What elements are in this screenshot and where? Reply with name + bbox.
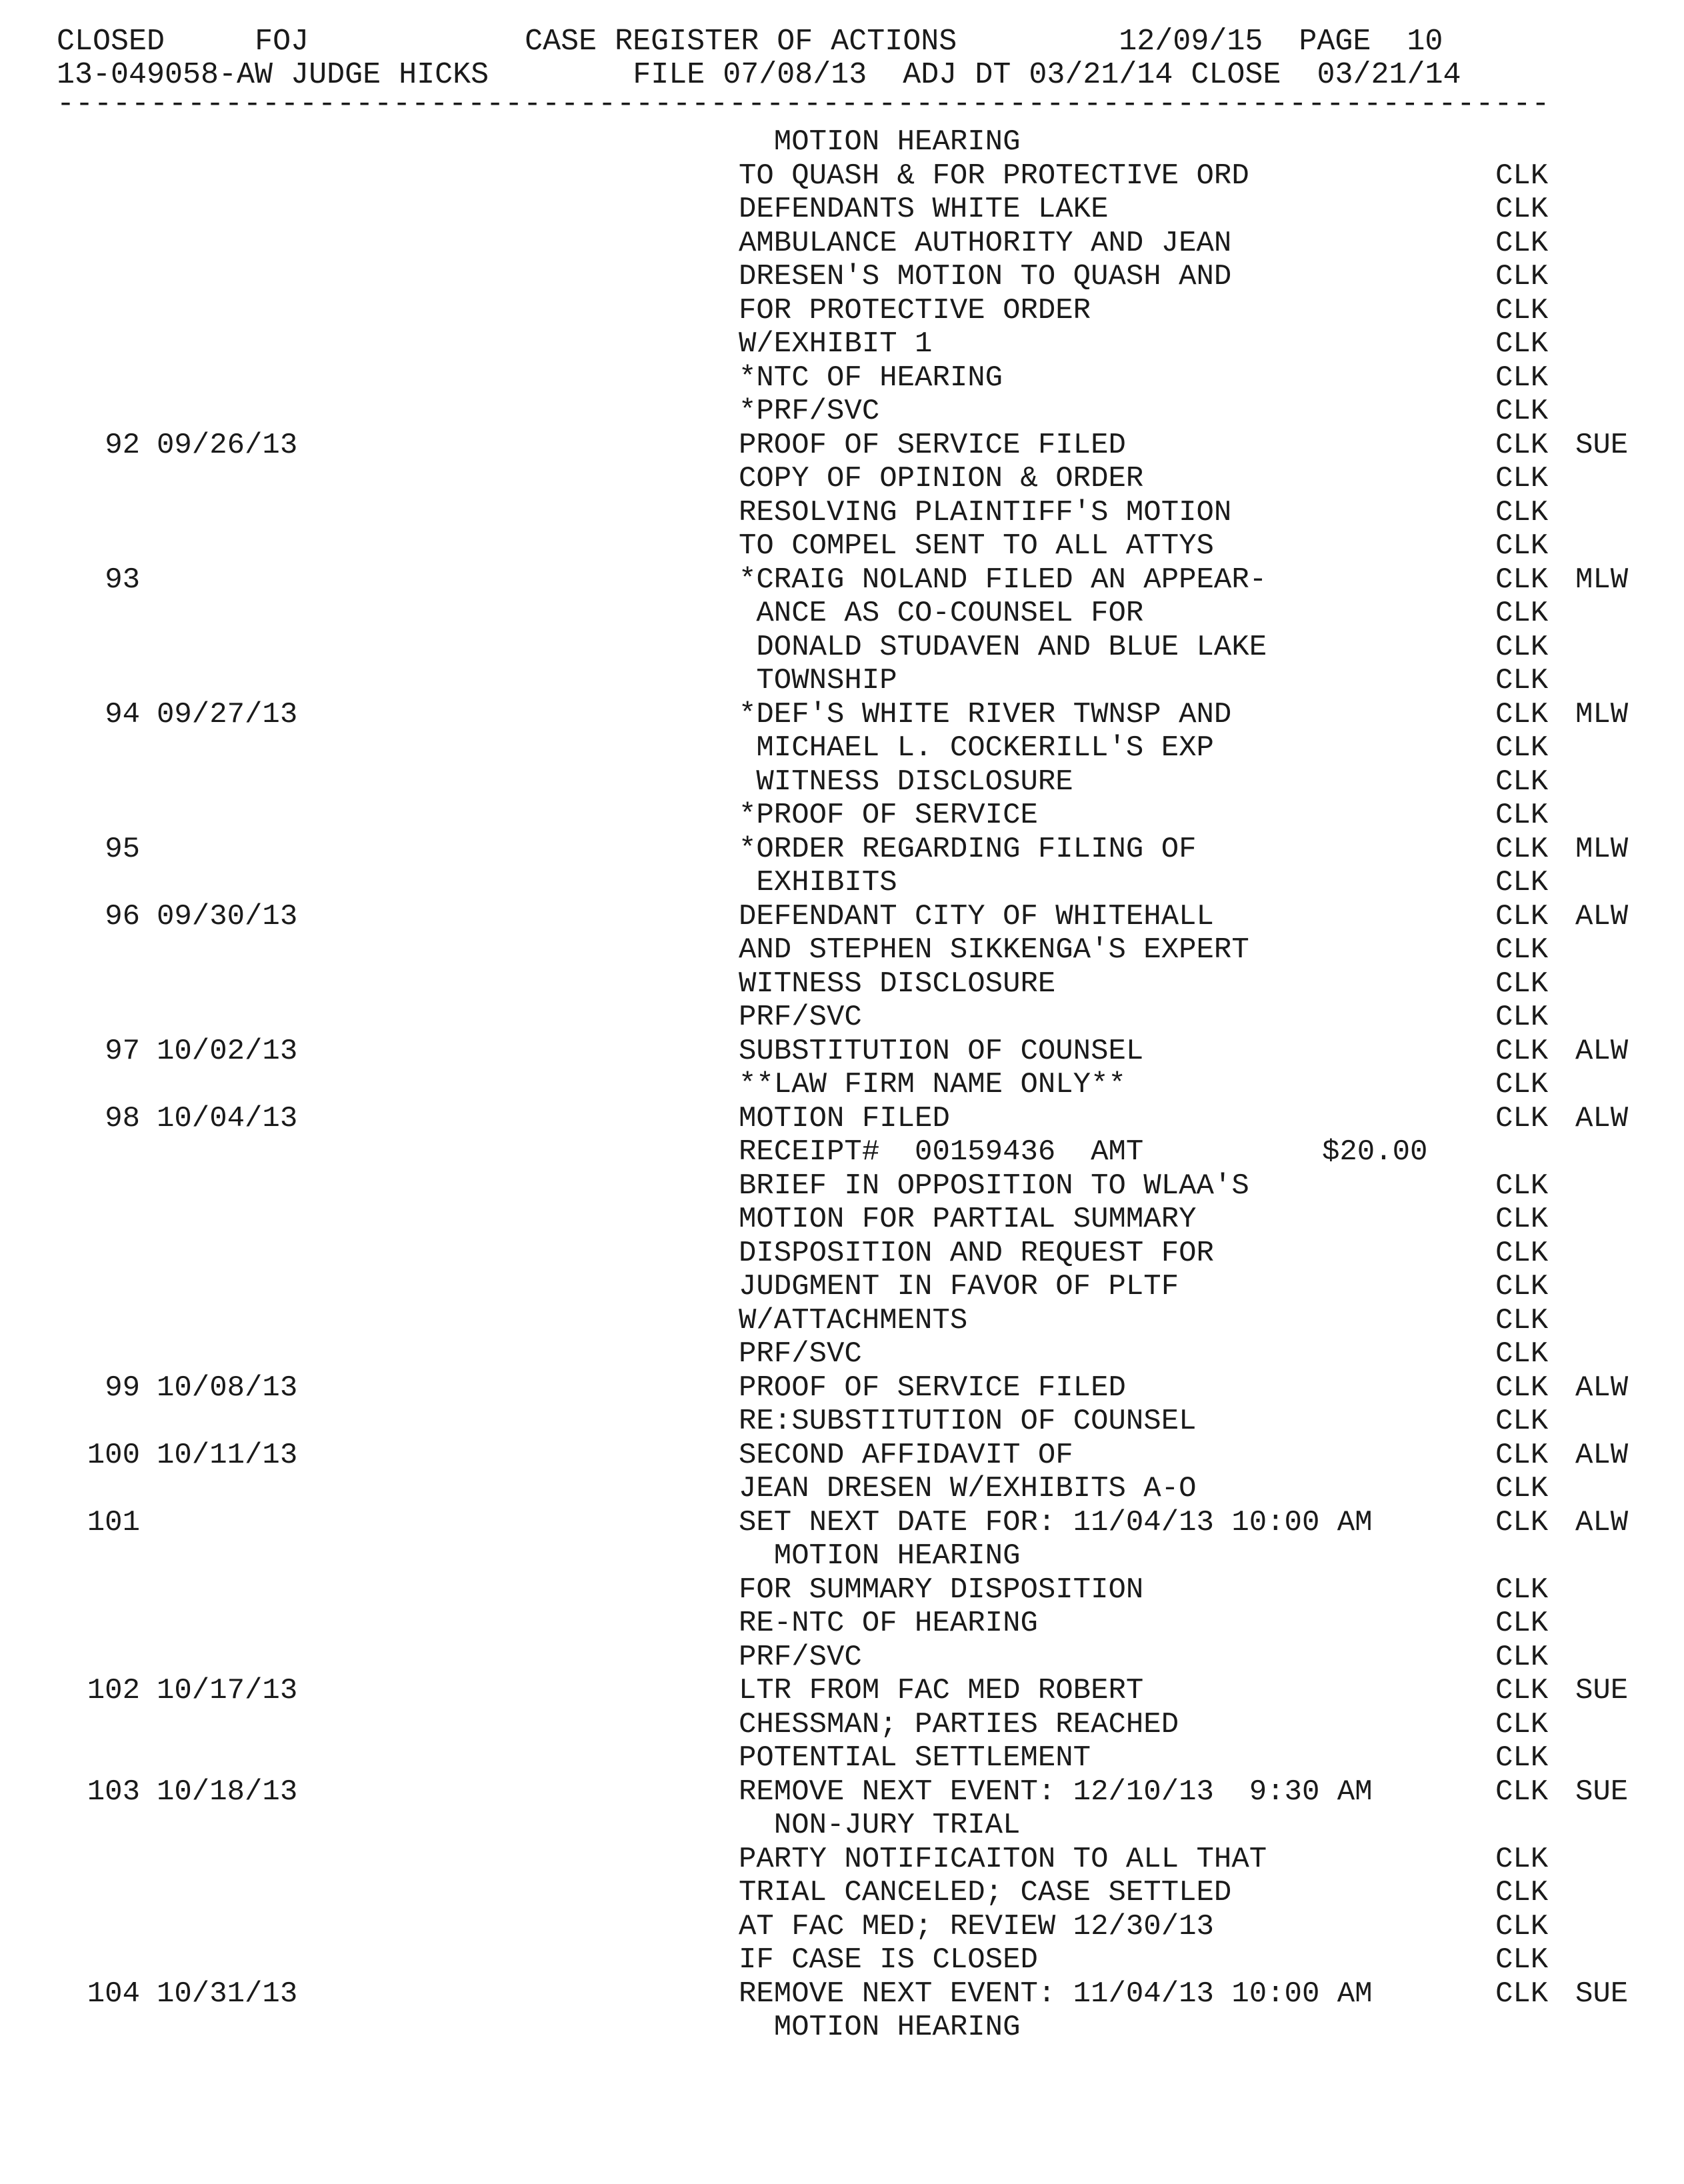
entry-text: *NTC OF HEARING	[739, 361, 1003, 395]
entry-text: SECOND AFFIDAVIT OF	[739, 1438, 1073, 1472]
page-label: PAGE	[1299, 25, 1371, 59]
register-entry	[0, 664, 1684, 698]
page-number: 10	[1407, 25, 1443, 59]
entry-text: REMOVE NEXT EVENT: 12/10/13 9:30 AM	[739, 1775, 1373, 1809]
register-entry	[0, 1371, 1684, 1405]
register-entry	[0, 395, 1684, 429]
entry-text: MOTION FOR PARTIAL SUMMARY	[739, 1203, 1197, 1236]
entry-text: WITNESS DISCLOSURE	[739, 765, 1073, 799]
register-entry	[0, 1337, 1684, 1371]
clerk-code: CLK	[1495, 1101, 1549, 1135]
user-code: ALW	[1575, 1101, 1629, 1135]
clerk-code: CLK	[1495, 1068, 1549, 1101]
clerk-code: CLK	[1495, 1977, 1549, 2011]
close-label: CLOSE	[1191, 58, 1281, 92]
register-entry	[0, 227, 1684, 261]
entry-date: 10/02/13	[157, 1034, 298, 1068]
register-entry	[0, 1775, 1684, 1809]
register-entry	[0, 1943, 1684, 1977]
user-code: ALW	[1575, 1505, 1629, 1539]
entry-text: *ORDER REGARDING FILING OF	[739, 832, 1197, 866]
print-date: 12/09/15	[1119, 25, 1263, 59]
register-entry	[0, 1539, 1684, 1573]
register-entry	[0, 361, 1684, 395]
register-entry	[0, 1910, 1684, 1944]
clerk-code: CLK	[1495, 933, 1549, 967]
header-separator: --------------------------------------------------------------------------------	[57, 87, 1551, 121]
entry-date: 09/27/13	[157, 697, 298, 731]
entry-number: 102	[87, 1674, 140, 1707]
entry-text: RE:SUBSTITUTION OF COUNSEL	[739, 1405, 1197, 1438]
register-entry	[0, 1977, 1684, 2011]
header-line-1	[57, 25, 1443, 59]
clerk-code: CLK	[1495, 293, 1549, 327]
entry-text: MICHAEL L. COCKERILL'S EXP	[739, 731, 1214, 765]
entry-text: PRF/SVC	[739, 1640, 862, 1674]
register-entry	[0, 631, 1684, 665]
judge-name: JUDGE HICKS	[291, 58, 489, 92]
clerk-code: CLK	[1495, 193, 1549, 226]
register-entry	[0, 1068, 1684, 1102]
register-entry	[0, 529, 1684, 563]
clerk-code: CLK	[1495, 899, 1549, 933]
clerk-code: CLK	[1495, 462, 1549, 495]
register-entry	[0, 933, 1684, 967]
register-entry	[0, 1708, 1684, 1742]
clerk-code: CLK	[1495, 361, 1549, 395]
user-code: MLW	[1575, 563, 1629, 597]
user-code: SUE	[1575, 1977, 1629, 2011]
entry-text: DONALD STUDAVEN AND BLUE LAKE	[739, 630, 1267, 664]
user-code: MLW	[1575, 832, 1629, 866]
entry-text: AMBULANCE AUTHORITY AND JEAN	[739, 226, 1232, 260]
register-entry	[0, 1304, 1684, 1338]
register-entry	[0, 159, 1684, 193]
entry-text: TO COMPEL SENT TO ALL ATTYS	[739, 529, 1214, 563]
entry-number: 98	[105, 1101, 140, 1135]
clerk-code: CLK	[1495, 1909, 1549, 1943]
register-entry	[0, 2011, 1684, 2045]
entry-text: MOTION FILED	[739, 1101, 950, 1135]
entry-text: DRESEN'S MOTION TO QUASH AND	[739, 260, 1232, 293]
clerk-code: CLK	[1495, 597, 1549, 630]
user-code: SUE	[1575, 1674, 1629, 1707]
entry-number: 100	[87, 1438, 140, 1472]
entry-date: 10/17/13	[157, 1674, 298, 1707]
entry-text: W/ATTACHMENTS	[739, 1303, 968, 1337]
clerk-code: CLK	[1495, 1034, 1549, 1068]
entry-text: MOTION HEARING	[739, 125, 1021, 159]
register-entry	[0, 125, 1684, 159]
file-date: 07/08/13	[723, 58, 867, 92]
register-entry	[0, 1506, 1684, 1540]
entry-text: COPY OF OPINION & ORDER	[739, 462, 1144, 495]
entry-text: IF CASE IS CLOSED	[739, 1943, 1038, 1977]
register-entry	[0, 799, 1684, 833]
register-entry	[0, 833, 1684, 867]
user-code: ALW	[1575, 1034, 1629, 1068]
entry-number: 95	[105, 832, 140, 866]
register-entry	[0, 1472, 1684, 1506]
entry-text: CHESSMAN; PARTIES REACHED	[739, 1707, 1179, 1741]
register-entry	[0, 1573, 1684, 1607]
clerk-code: CLK	[1495, 428, 1549, 462]
clerk-code: CLK	[1495, 630, 1549, 664]
register-entry	[0, 1203, 1684, 1237]
entry-text: *PRF/SVC	[739, 395, 880, 428]
register-entry	[0, 731, 1684, 765]
clerk-code: CLK	[1495, 1337, 1549, 1371]
entry-text: PRF/SVC	[739, 1337, 862, 1371]
entry-date: 10/18/13	[157, 1775, 298, 1809]
register-entry	[0, 1674, 1684, 1708]
clerk-code: CLK	[1495, 1876, 1549, 1909]
entry-text: *DEF'S WHITE RIVER TWNSP AND	[739, 697, 1232, 731]
entry-number: 96	[105, 899, 140, 933]
entry-text: W/EXHIBIT 1	[739, 327, 933, 361]
entry-text: MOTION HEARING	[739, 2011, 1021, 2044]
entry-text: *CRAIG NOLAND FILED AN APPEAR-	[739, 563, 1267, 597]
entry-text: BRIEF IN OPPOSITION TO WLAA'S	[739, 1169, 1249, 1203]
register-entry	[0, 866, 1684, 900]
entry-text: DEFENDANTS WHITE LAKE	[739, 193, 1109, 226]
clerk-code: CLK	[1495, 1607, 1549, 1640]
register-entry	[0, 1876, 1684, 1910]
case-status: CLOSED	[57, 25, 165, 59]
entry-date: 10/08/13	[157, 1371, 298, 1405]
entry-text: RECEIPT# 00159436 AMT	[739, 1135, 1144, 1169]
clerk-code: CLK	[1495, 1203, 1549, 1236]
clerk-code: CLK	[1495, 327, 1549, 361]
clerk-code: CLK	[1495, 1573, 1549, 1607]
register-title: CASE REGISTER OF ACTIONS	[525, 25, 957, 59]
clerk-code: CLK	[1495, 1236, 1549, 1270]
register-entry	[0, 1741, 1684, 1775]
entry-text: NON-JURY TRIAL	[739, 1809, 1021, 1842]
clerk-code: CLK	[1495, 563, 1549, 597]
register-entry	[0, 327, 1684, 361]
file-label: FILE	[633, 58, 705, 92]
entry-text: SUBSTITUTION OF COUNSEL	[739, 1034, 1144, 1068]
register-entry	[0, 765, 1684, 799]
clerk-code: CLK	[1495, 697, 1549, 731]
clerk-code: CLK	[1495, 395, 1549, 428]
entry-text: ANCE AS CO-COUNSEL FOR	[739, 597, 1144, 630]
clerk-code: CLK	[1495, 1438, 1549, 1472]
register-entry	[0, 563, 1684, 597]
entry-text: PRF/SVC	[739, 1001, 862, 1034]
clerk-code: CLK	[1495, 529, 1549, 563]
entry-text: LTR FROM FAC MED ROBERT	[739, 1674, 1144, 1707]
clerk-code: CLK	[1495, 1303, 1549, 1337]
register-entry	[0, 1439, 1684, 1473]
register-entry	[0, 193, 1684, 227]
entry-text: AND STEPHEN SIKKENGA'S EXPERT	[739, 933, 1249, 967]
clerk-code: CLK	[1495, 1842, 1549, 1876]
entry-date: 09/26/13	[157, 428, 298, 462]
clerk-code: CLK	[1495, 260, 1549, 293]
register-entry	[0, 260, 1684, 294]
clerk-code: CLK	[1495, 1405, 1549, 1438]
entry-text: JUDGMENT IN FAVOR OF PLTF	[739, 1270, 1179, 1303]
register-entries	[0, 125, 1684, 2045]
clerk-code: CLK	[1495, 495, 1549, 529]
entry-date: 10/31/13	[157, 1977, 298, 2011]
clerk-code: CLK	[1495, 731, 1549, 765]
entry-date: 09/30/13	[157, 899, 298, 933]
register-entry	[0, 900, 1684, 934]
clerk-code: CLK	[1495, 1001, 1549, 1034]
clerk-code: CLK	[1495, 1674, 1549, 1707]
user-code: SUE	[1575, 428, 1629, 462]
entry-number: 92	[105, 428, 140, 462]
entry-date: 10/04/13	[157, 1101, 298, 1135]
entry-text: PARTY NOTIFICAITON TO ALL THAT	[739, 1842, 1267, 1876]
register-entry	[0, 1641, 1684, 1675]
entry-number: 101	[87, 1505, 140, 1539]
clerk-code: CLK	[1495, 1943, 1549, 1977]
clerk-code: CLK	[1495, 1472, 1549, 1505]
entry-text: DEFENDANT CITY OF WHITEHALL	[739, 899, 1214, 933]
entry-text: POTENTIAL SETTLEMENT	[739, 1741, 1091, 1775]
clerk-code: CLK	[1495, 1640, 1549, 1674]
user-code: ALW	[1575, 1371, 1629, 1405]
register-entry	[0, 429, 1684, 463]
clerk-code: CLK	[1495, 866, 1549, 899]
entry-text: MOTION HEARING	[739, 1539, 1021, 1573]
entry-text: PROOF OF SERVICE FILED	[739, 1371, 1126, 1405]
entry-text: *PROOF OF SERVICE	[739, 799, 1038, 832]
register-entry	[0, 1237, 1684, 1271]
user-code: SUE	[1575, 1775, 1629, 1809]
entry-text: DISPOSITION AND REQUEST FOR	[739, 1236, 1214, 1270]
entry-text: PROOF OF SERVICE FILED	[739, 428, 1126, 462]
user-code: ALW	[1575, 1438, 1629, 1472]
entry-text: WITNESS DISCLOSURE	[739, 967, 1056, 1001]
register-entry	[0, 967, 1684, 1001]
entry-text: RE-NTC OF HEARING	[739, 1607, 1038, 1640]
register-entry	[0, 1035, 1684, 1069]
register-entry	[0, 698, 1684, 732]
receipt-amount: $20.00	[1322, 1135, 1428, 1169]
register-entry	[0, 1001, 1684, 1035]
adj-date: 03/21/14	[1029, 58, 1173, 92]
entry-text: FOR SUMMARY DISPOSITION	[739, 1573, 1144, 1607]
entry-text: TRIAL CANCELED; CASE SETTLED	[739, 1876, 1232, 1909]
adj-label: ADJ DT	[903, 58, 1011, 92]
register-entry	[0, 1169, 1684, 1203]
entry-number: 104	[87, 1977, 140, 2011]
register-entry	[0, 1809, 1684, 1843]
entry-text: AT FAC MED; REVIEW 12/30/13	[739, 1909, 1214, 1943]
case-type: FOJ	[255, 25, 309, 59]
register-entry	[0, 597, 1684, 631]
entry-number: 99	[105, 1371, 140, 1405]
entry-number: 93	[105, 563, 140, 597]
clerk-code: CLK	[1495, 1775, 1549, 1809]
clerk-code: CLK	[1495, 967, 1549, 1001]
register-entry	[0, 1270, 1684, 1304]
clerk-code: CLK	[1495, 226, 1549, 260]
register-entry	[0, 496, 1684, 530]
clerk-code: CLK	[1495, 765, 1549, 799]
entry-text: RESOLVING PLAINTIFF'S MOTION	[739, 495, 1232, 529]
clerk-code: CLK	[1495, 1505, 1549, 1539]
entry-text: TOWNSHIP	[739, 664, 897, 697]
entry-text: FOR PROTECTIVE ORDER	[739, 293, 1091, 327]
entry-text: REMOVE NEXT EVENT: 11/04/13 10:00 AM	[739, 1977, 1373, 2011]
user-code: MLW	[1575, 697, 1629, 731]
entry-text: JEAN DRESEN W/EXHIBITS A-O	[739, 1472, 1197, 1505]
clerk-code: CLK	[1495, 664, 1549, 697]
entry-text: EXHIBITS	[739, 866, 897, 899]
clerk-code: CLK	[1495, 1169, 1549, 1203]
register-entry	[0, 1607, 1684, 1641]
register-entry	[0, 462, 1684, 496]
entry-date: 10/11/13	[157, 1438, 298, 1472]
clerk-code: CLK	[1495, 159, 1549, 193]
clerk-code: CLK	[1495, 832, 1549, 866]
entry-text: TO QUASH & FOR PROTECTIVE ORD	[739, 159, 1249, 193]
clerk-code: CLK	[1495, 1707, 1549, 1741]
entry-number: 94	[105, 697, 140, 731]
clerk-code: CLK	[1495, 1371, 1549, 1405]
register-entry	[0, 1102, 1684, 1136]
register-entry	[0, 294, 1684, 328]
entry-number: 103	[87, 1775, 140, 1809]
entry-text: **LAW FIRM NAME ONLY**	[739, 1068, 1126, 1101]
register-entry	[0, 1843, 1684, 1877]
clerk-code: CLK	[1495, 1270, 1549, 1303]
register-entry	[0, 1135, 1684, 1169]
clerk-code: CLK	[1495, 799, 1549, 832]
close-date: 03/21/14	[1317, 58, 1461, 92]
register-entry	[0, 1405, 1684, 1439]
entry-text: SET NEXT DATE FOR: 11/04/13 10:00 AM	[739, 1505, 1373, 1539]
user-code: ALW	[1575, 899, 1629, 933]
clerk-code: CLK	[1495, 1741, 1549, 1775]
entry-number: 97	[105, 1034, 140, 1068]
case-number: 13-049058-AW	[57, 58, 273, 92]
